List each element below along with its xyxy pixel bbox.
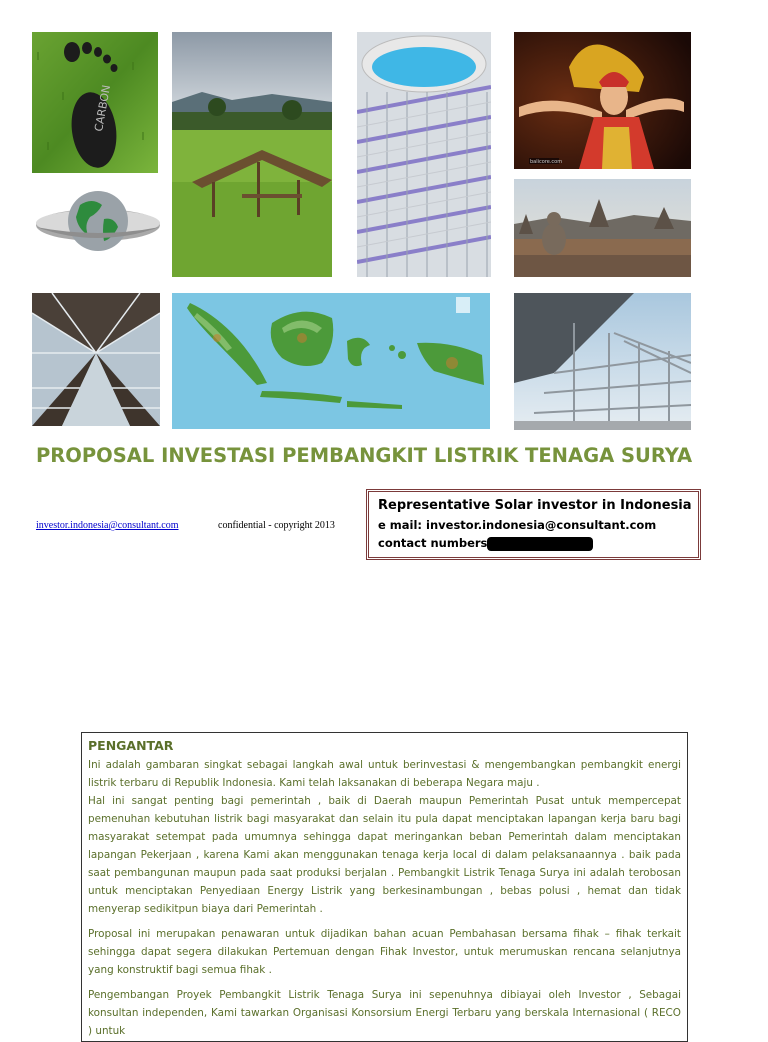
representative-box [366,489,701,560]
globe-image [32,177,164,273]
intro-section [81,732,688,1042]
steel-frame-structure-image [514,293,691,430]
solar-roof-pool-image [357,32,491,277]
indonesia-map-image [172,293,490,429]
watermark-label: balicore.com [530,159,563,165]
intro-heading: PENGANTAR [88,738,174,753]
representative-email: e mail: investor.indonesia@consultant.com [378,518,657,532]
redacted-phone-bar [487,537,593,551]
document-title: PROPOSAL INVESTASI PEMBANGKIT LISTRIK TENAGA SURYA [36,444,693,467]
confidential-notice: confidential - copyright 2013 [218,520,335,531]
contact-numbers-label: contact numbers [378,536,488,550]
intro-paragraph-3: Pengembangan Proyek Pembangkit Listrik Tenaga Surya ini sepenuhnya dibiayai oleh Investor , Sebagai konsultan independen, Kami tawarkan Organisasi Konsorsium Energi Terbaru yang berskala Internasional ( RECO ) untuk [88,989,681,1037]
rice-field-hut-image [172,32,332,277]
intro-paragraph-2: Proposal ini merupakan penawaran untuk dijadikan bahan acuan Pembahasan bersama fihak – fihak terkait sehingga dapat segera dilakukan Pertemuan dengan Fihak Investor, untuk merumuskan rencana selanjutnya yang konstruktif bagi semua fihak . [88,928,681,976]
greenhouse-interior-image [32,293,160,426]
borobudur-temple-image [514,179,691,277]
intro-paragraph-1: Ini adalah gambaran singkat sebagai langkah awal untuk berinvestasi & mengembangkan pembangkit energi listrik terbaru di Republik Indonesia. Kami telah laksanakan di beberapa Negara maju . Hal ini sangat penting bagi pemerintah , baik di Daerah maupun Pemerintah Pusat untuk mempercepat pemenuhan kebutuhan listrik bagi masyarakat dan selain itu pula dapat menciptakan lapangan kerja baru bagi masyarakat setempat pada umumnya sehingga dapat meringankan beban Pemerintah dalam menciptakan lapangan Pekerjaan , karena Kami akan menggunakan tenaga kerja local di dalam pelaksanaannya . baik pada saat pembangunan maupun pada saat produksi berjalan . Pembangkit Listrik Tenaga Surya ini adalah terobosan untuk menciptakan Penyediaan Energy Listrik yang berkesinambungan , bebas polusi , hemat dan tidak menyerap sedikitpun biaya dari Pemerintah . [88,759,681,915]
contact-numbers-line [378,536,689,551]
carbon-footprint-image [32,32,158,173]
balinese-dancer-image [514,32,691,169]
representative-heading: Representative Solar investor in Indonesia [378,498,692,513]
carbon-label: CARBON [92,83,114,133]
investor-email-link[interactable]: investor.indonesia@consultant.com [36,520,179,531]
